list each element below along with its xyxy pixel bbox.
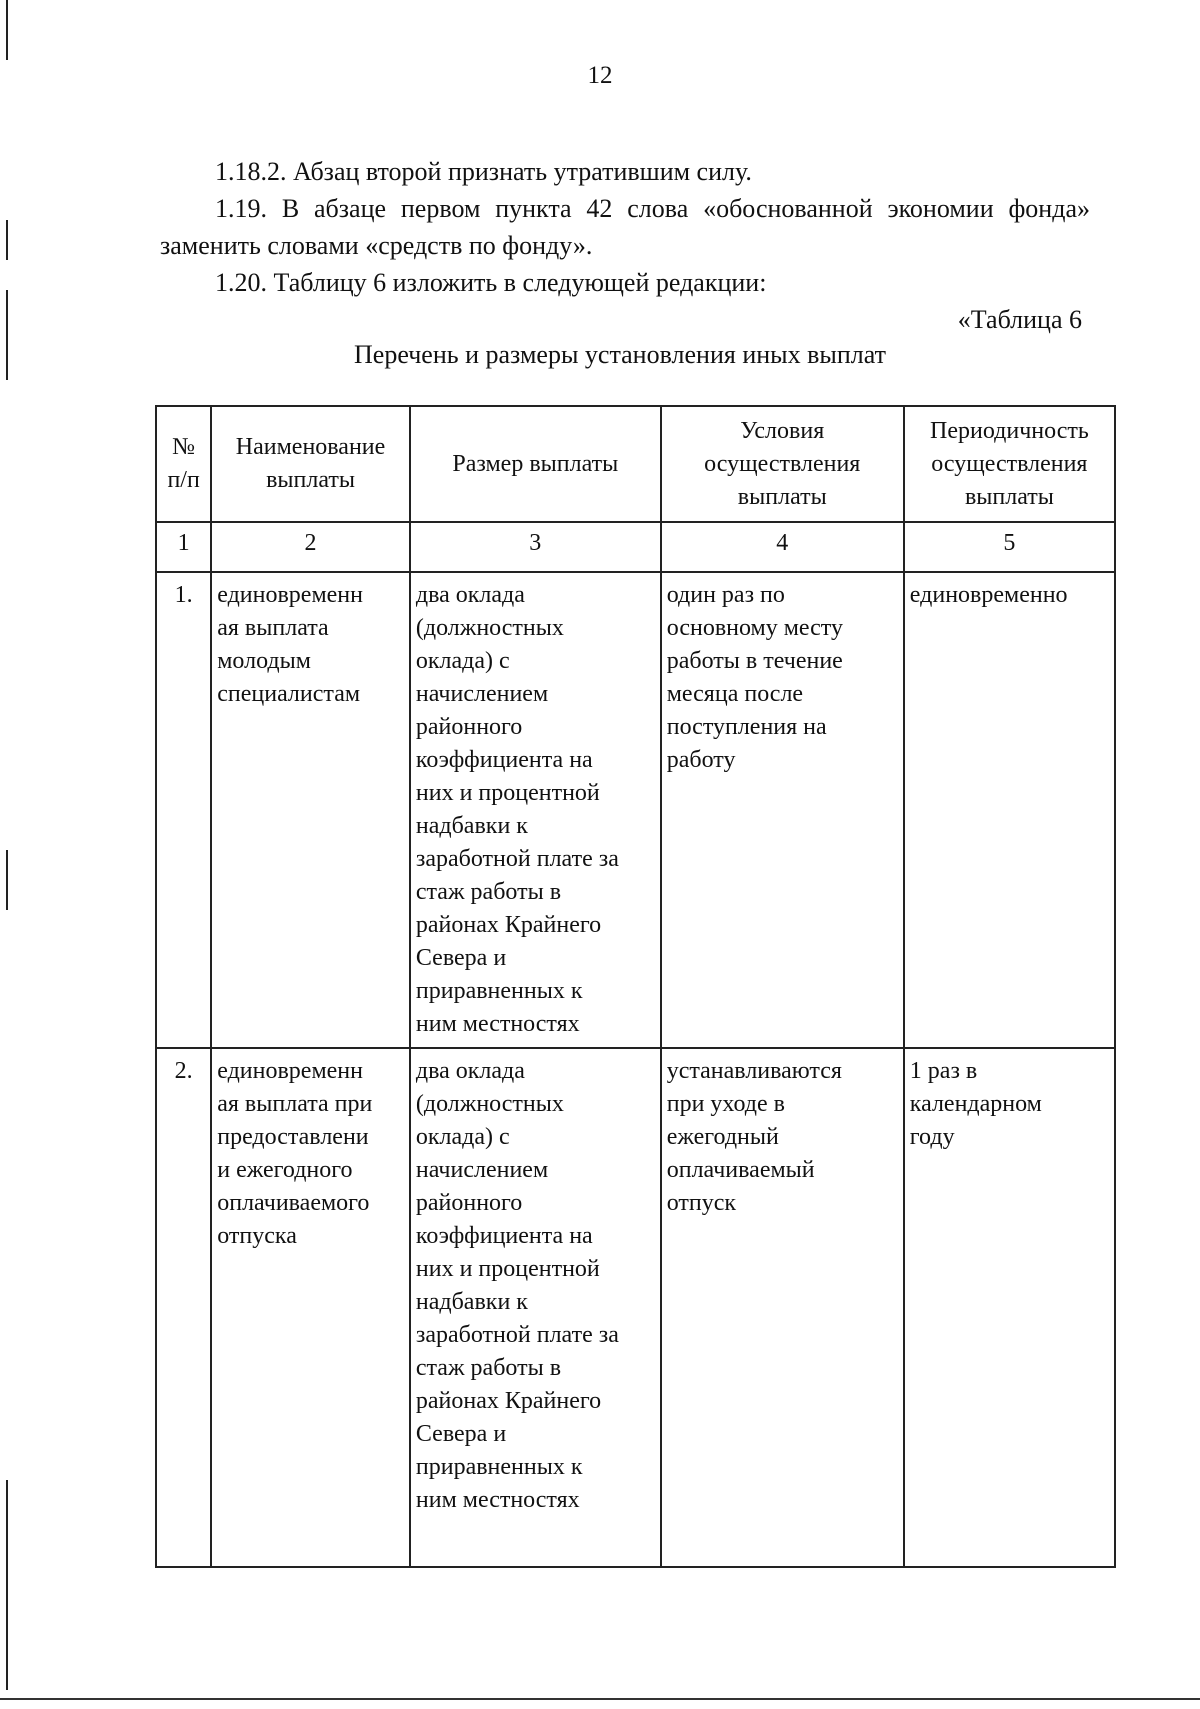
paragraph-1-19 xyxy=(160,190,1090,264)
payment-name: единовременн ая выплата при предоставлени и ежегодного оплачиваемого отпуска xyxy=(211,1048,410,1567)
column-number: 3 xyxy=(410,522,661,572)
scan-edge-line xyxy=(6,1480,8,1690)
table-reference: «Таблица 6 xyxy=(957,305,1082,334)
scan-edge-line xyxy=(6,0,8,60)
table-header-row xyxy=(156,406,1115,522)
payment-name: единовременн ая выплата молодым специалистам xyxy=(211,572,410,1048)
column-number-row xyxy=(156,522,1115,572)
scan-edge-line xyxy=(6,850,8,910)
row-index: 1. xyxy=(156,572,211,1048)
payment-conditions: устанавливаются при уходе в ежегодный оплачиваемый отпуск xyxy=(661,1048,904,1567)
paragraph-1-20 xyxy=(160,264,1090,301)
header-name: Наименование выплаты xyxy=(211,406,410,522)
scan-edge-line xyxy=(6,290,8,380)
column-number: 1 xyxy=(156,522,211,572)
page-number: 12 xyxy=(587,62,613,89)
scan-bottom-line xyxy=(0,1698,1200,1700)
paragraph-1-18-2 xyxy=(160,153,1090,190)
payment-periodicity: единовременно xyxy=(904,572,1115,1048)
table-row xyxy=(156,572,1115,1048)
header-conditions: Условия осуществления выплаты xyxy=(661,406,904,522)
header-number: № п/п xyxy=(156,406,211,522)
column-number: 2 xyxy=(211,522,410,572)
column-number: 5 xyxy=(904,522,1115,572)
paragraph-text: 1.19. В абзаце первом пункта 42 слова «обоснованной экономии фонда» заменить словами «средств по фонду». xyxy=(160,194,1090,260)
header-amount: Размер выплаты xyxy=(410,406,661,522)
header-periodicity: Периодичность осуществления выплаты xyxy=(904,406,1115,522)
row-index: 2. xyxy=(156,1048,211,1567)
payment-amount: два оклада (должностных оклада) с начислением районного коэффициента на них и процентной надбавки к заработной плате за стаж работы в районах Крайнего Севера и приравненных к ним местностях xyxy=(410,1048,661,1567)
payment-amount: два оклада (должностных оклада) с начислением районного коэффициента на них и процентной надбавки к заработной плате за стаж работы в районах Крайнего Севера и приравненных к ним местностях xyxy=(410,572,661,1048)
paragraph-text: 1.18.2. Абзац второй признать утратившим силу. xyxy=(215,157,752,186)
payments-table xyxy=(155,405,1116,1568)
payment-conditions: один раз по основному месту работы в течение месяца после поступления на работу xyxy=(661,572,904,1048)
table-title: Перечень и размеры установления иных выплат xyxy=(354,340,886,369)
scan-edge-line xyxy=(6,220,8,260)
table-row xyxy=(156,1048,1115,1567)
paragraph-text: 1.20. Таблицу 6 изложить в следующей редакции: xyxy=(215,268,767,297)
column-number: 4 xyxy=(661,522,904,572)
payment-periodicity: 1 раз в календарном году xyxy=(904,1048,1115,1567)
